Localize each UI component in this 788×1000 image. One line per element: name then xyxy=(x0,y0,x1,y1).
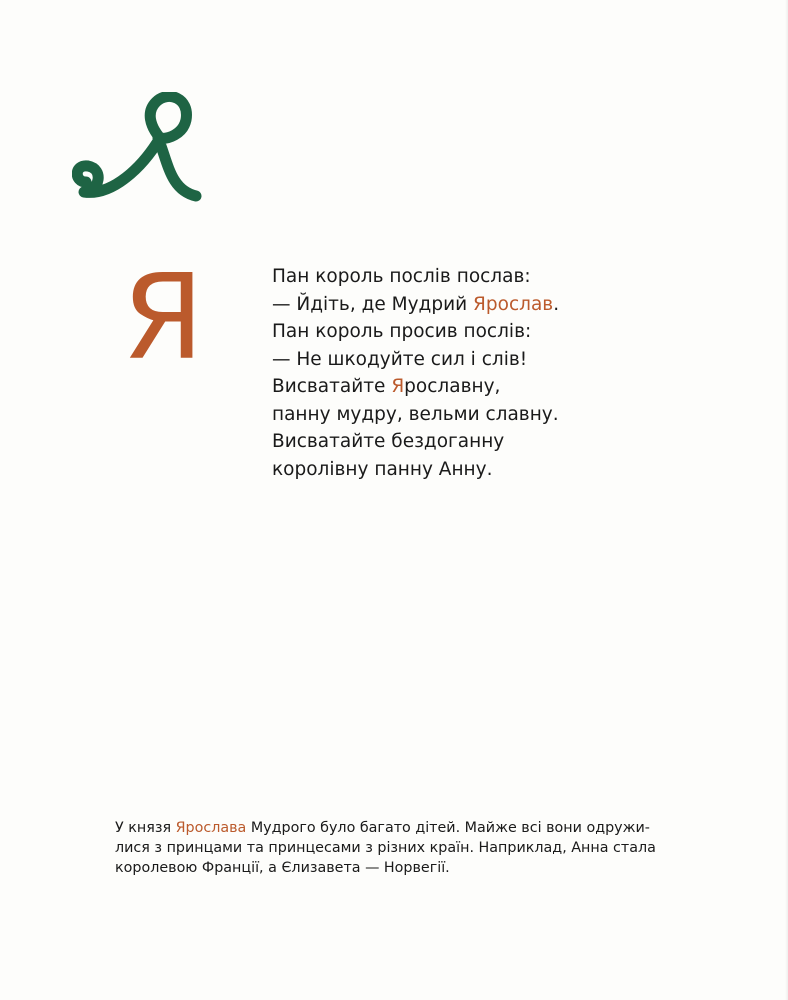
poem-line xyxy=(272,346,692,374)
text-segment: рославну, xyxy=(404,376,501,397)
text-segment: лися з принцами та принцесами з різних країн. Наприклад, Анна стала xyxy=(115,840,656,856)
text-segment: У князя xyxy=(115,820,176,836)
poem-line xyxy=(272,373,692,401)
text-segment: королівну панну Анну. xyxy=(272,458,493,480)
text-segment: Пан король послів послав: xyxy=(272,266,531,287)
text-segment: — Не шкодуйте сил і слів! xyxy=(272,348,528,370)
cursive-ya-letter-icon xyxy=(72,92,204,204)
text-segment: панну мудру, вельми славну. xyxy=(272,403,559,425)
poem-line xyxy=(272,263,692,291)
poem-line xyxy=(272,401,692,429)
text-segment: Пан король просив послів: xyxy=(272,321,532,342)
poem-line xyxy=(272,318,692,346)
poem-block xyxy=(272,263,692,483)
highlighted-name: Я xyxy=(391,376,405,397)
drop-cap-letter: Я xyxy=(122,248,202,386)
poem-line xyxy=(272,291,692,319)
cursive-ya-letter-graphic xyxy=(72,92,204,204)
note-line xyxy=(115,818,685,838)
poem-line xyxy=(272,428,692,456)
text-segment: — Йдіть, де Мудрий xyxy=(272,293,474,315)
text-segment: Мудрого було багато дітей. Майже всі вони одружи- xyxy=(246,820,650,836)
footnote-paragraph xyxy=(115,818,685,878)
text-segment: Висватайте бездоганну xyxy=(272,431,505,452)
highlighted-name: Ярослава xyxy=(175,820,247,836)
note-line xyxy=(115,858,685,878)
note-line xyxy=(115,838,685,858)
text-segment: . xyxy=(553,293,560,315)
highlighted-name: Ярослав xyxy=(473,293,554,315)
poem-line xyxy=(272,456,692,484)
text-segment: королевою Франції, а Єлизавета — Норвегії. xyxy=(115,860,450,876)
text-segment: Висватайте xyxy=(272,376,392,397)
